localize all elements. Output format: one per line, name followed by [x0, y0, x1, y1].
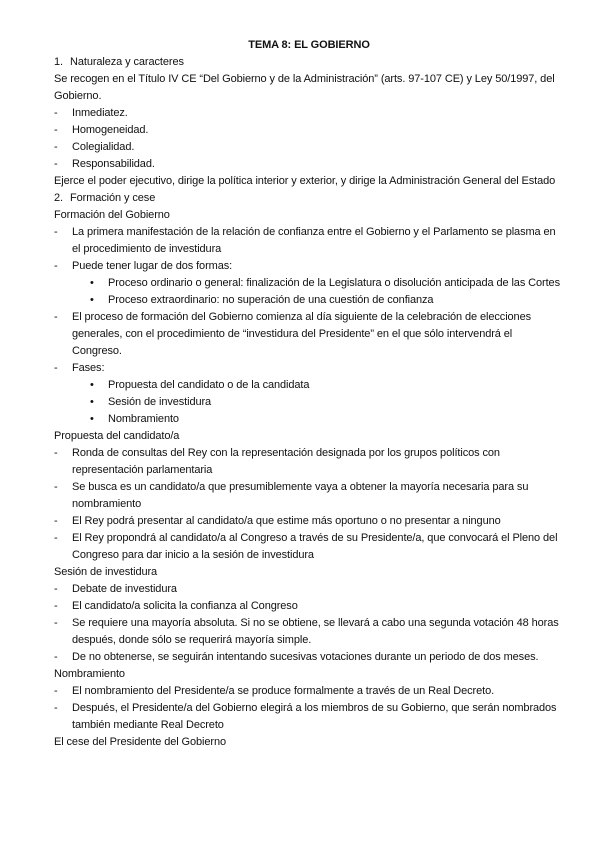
dash-marker: -	[54, 583, 58, 595]
dash-list-item-text: El nombramiento del Presidente/a se produce formalmente a través de un Real Decreto.	[72, 685, 495, 697]
dash-list-item-text: El candidato/a solicita la confianza al Congreso	[72, 600, 298, 612]
dash-marker: -	[54, 362, 58, 374]
bullet-list-item	[54, 275, 564, 292]
dash-marker: -	[54, 260, 58, 272]
dash-marker: -	[54, 447, 58, 459]
bullet-marker: •	[90, 379, 94, 391]
paragraph: Propuesta del candidato/a	[54, 430, 180, 442]
section-heading-text: Formación y cese	[70, 192, 156, 204]
dash-list-item-text: Responsabilidad.	[72, 158, 155, 170]
dash-marker: -	[54, 685, 58, 697]
dash-list-item	[54, 683, 564, 700]
dash-list-item-text: Puede tener lugar de dos formas:	[72, 260, 233, 272]
bullet-list-item-text: Sesión de investidura	[108, 396, 212, 408]
dash-marker: -	[54, 617, 58, 629]
document-title: TEMA 8: EL GOBIERNO	[248, 39, 370, 51]
document-body	[54, 54, 564, 751]
bullet-marker: •	[90, 413, 94, 425]
bullet-marker: •	[90, 277, 94, 289]
dash-list-item-text: El Rey propondrá al candidato/a al Congreso a través de su Presidente/a, que convocará el Pleno del Congreso para dar inicio a la sesión de investidura	[72, 532, 558, 561]
dash-list-item-text: Se busca es un candidato/a que presumiblemente vaya a obtener la mayoría necesaria para su nombramiento	[72, 481, 529, 510]
paragraph: El cese del Presidente del Gobierno	[54, 736, 226, 748]
document-page	[54, 37, 564, 751]
dash-list-item-text: Después, el Presidente/a del Gobierno elegirá a los miembros de su Gobierno, que serán nombrados también mediante Real Decreto	[72, 702, 557, 731]
dash-list-item	[54, 530, 564, 564]
paragraph: Formación del Gobierno	[54, 209, 170, 221]
dash-list-item-text: Inmediatez.	[72, 107, 128, 119]
section-heading-text: Naturaleza y caracteres	[70, 56, 184, 68]
bullet-list-item	[54, 377, 564, 394]
dash-list-item	[54, 615, 564, 649]
dash-list-item	[54, 309, 564, 360]
bullet-list-item-text: Proceso ordinario o general: finalización de la Legislatura o disolución anticipada de las Cortes	[108, 277, 560, 289]
paragraph: Ejerce el poder ejecutivo, dirige la política interior y exterior, y dirige la Administración General del Estado	[54, 175, 556, 187]
paragraph: Nombramiento	[54, 668, 125, 680]
bullet-marker: •	[90, 294, 94, 306]
bullet-list-item	[54, 292, 564, 309]
section-heading	[54, 54, 564, 71]
bullet-marker: •	[90, 396, 94, 408]
dash-marker: -	[54, 124, 58, 136]
paragraph: Sesión de investidura	[54, 566, 158, 578]
dash-list-item-text: Se requiere una mayoría absoluta. Si no se obtiene, se llevará a cabo una segunda votación 48 horas después, donde sólo se requerirá mayoría simple.	[72, 617, 559, 646]
dash-marker: -	[54, 532, 58, 544]
bullet-list-item	[54, 394, 564, 411]
dash-list-item-text: Homogeneidad.	[72, 124, 149, 136]
dash-list-item-text: Debate de investidura	[72, 583, 177, 595]
bullet-list-item-text: Nombramiento	[108, 413, 179, 425]
dash-list-item-text: Colegialidad.	[72, 141, 135, 153]
section-number: 1.	[54, 56, 63, 68]
dash-marker: -	[54, 107, 58, 119]
dash-marker: -	[54, 141, 58, 153]
dash-list-item-text: Fases:	[72, 362, 105, 374]
section-heading	[54, 190, 564, 207]
dash-list-item-text: Ronda de consultas del Rey con la representación designada por los grupos políticos con representación parlamentaria	[72, 447, 500, 476]
bullet-list-item	[54, 411, 564, 428]
dash-list-item	[54, 224, 564, 258]
section-number: 2.	[54, 192, 63, 204]
dash-list-item-text: La primera manifestación de la relación de confianza entre el Gobierno y el Parlamento se plasma en el procedimiento de investidura	[72, 226, 556, 255]
dash-list-item-text: De no obtenerse, se seguirán intentando sucesivas votaciones durante un periodo de dos meses.	[72, 651, 539, 663]
dash-marker: -	[54, 226, 58, 238]
dash-marker: -	[54, 158, 58, 170]
dash-marker: -	[54, 702, 58, 714]
dash-list-item	[54, 122, 564, 139]
dash-list-item-text: El Rey podrá presentar al candidato/a que estime más oportuno o no presentar a ninguno	[72, 515, 501, 527]
dash-list-item	[54, 360, 564, 377]
dash-list-item	[54, 513, 564, 530]
dash-marker: -	[54, 481, 58, 493]
paragraph: Se recogen en el Título IV CE “Del Gobierno y de la Administración” (arts. 97-107 CE) y Ley 50/1997, del Gobierno.	[54, 73, 555, 102]
dash-list-item	[54, 445, 564, 479]
dash-list-item	[54, 139, 564, 156]
dash-marker: -	[54, 600, 58, 612]
bullet-list-item-text: Proceso extraordinario: no superación de una cuestión de confianza	[108, 294, 434, 306]
dash-list-item	[54, 598, 564, 615]
dash-list-item	[54, 649, 564, 666]
dash-list-item	[54, 700, 564, 734]
dash-list-item	[54, 105, 564, 122]
dash-marker: -	[54, 515, 58, 527]
dash-list-item-text: El proceso de formación del Gobierno comienza al día siguiente de la celebración de elecciones generales, con el procedimiento de “investidura del Presidente” en el que sólo intervendrá el Congreso.	[72, 311, 531, 357]
dash-list-item	[54, 581, 564, 598]
dash-list-item	[54, 258, 564, 275]
dash-list-item	[54, 156, 564, 173]
dash-marker: -	[54, 311, 58, 323]
bullet-list-item-text: Propuesta del candidato o de la candidata	[108, 379, 310, 391]
dash-marker: -	[54, 651, 58, 663]
dash-list-item	[54, 479, 564, 513]
